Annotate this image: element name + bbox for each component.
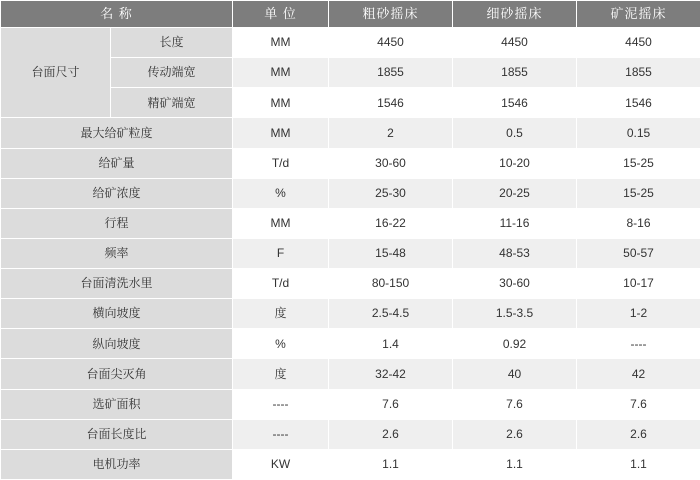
- table-row: [1, 389, 700, 419]
- table-row: [1, 269, 700, 299]
- data-cell: 50-57: [577, 238, 700, 268]
- row-unit: MM: [233, 58, 329, 88]
- data-cell: 20-25: [453, 178, 577, 208]
- data-cell: 42: [577, 359, 700, 389]
- data-cell: 1546: [329, 88, 453, 118]
- data-cell: 4450: [577, 28, 700, 58]
- header-cell-0: 名 称: [1, 1, 233, 28]
- table-header-row: [1, 1, 700, 28]
- table-row: [1, 238, 700, 268]
- data-cell: 15-48: [329, 238, 453, 268]
- table-row: [1, 449, 700, 479]
- header-cell-2: 粗砂摇床: [329, 1, 453, 28]
- row-label: 纵向坡度: [1, 329, 233, 359]
- data-cell: 48-53: [453, 238, 577, 268]
- row-label: 传动端宽: [111, 58, 233, 88]
- data-cell: 1855: [577, 58, 700, 88]
- row-unit: ----: [233, 419, 329, 449]
- table-row: [1, 419, 700, 449]
- row-unit: %: [233, 178, 329, 208]
- row-unit: T/d: [233, 148, 329, 178]
- row-unit: KW: [233, 449, 329, 479]
- data-cell: 0.5: [453, 118, 577, 148]
- data-cell: 15-25: [577, 148, 700, 178]
- data-cell: 1546: [453, 88, 577, 118]
- row-label: 电机功率: [1, 449, 233, 479]
- data-cell: 1855: [329, 58, 453, 88]
- data-cell: 1.4: [329, 329, 453, 359]
- row-unit: MM: [233, 118, 329, 148]
- data-cell: 80-150: [329, 269, 453, 299]
- data-cell: 30-60: [453, 269, 577, 299]
- data-cell: 7.6: [329, 389, 453, 419]
- table-row: [1, 118, 700, 148]
- row-group-label: 台面尺寸: [1, 28, 111, 118]
- row-unit: %: [233, 329, 329, 359]
- data-cell: 1.5-3.5: [453, 299, 577, 329]
- data-cell: 15-25: [577, 178, 700, 208]
- data-cell: 40: [453, 359, 577, 389]
- row-label: 给矿量: [1, 148, 233, 178]
- row-label: 台面尖灭角: [1, 359, 233, 389]
- row-label: 精矿端宽: [111, 88, 233, 118]
- row-label: 最大给矿粒度: [1, 118, 233, 148]
- header-cell-4: 矿泥摇床: [577, 1, 700, 28]
- row-unit: MM: [233, 208, 329, 238]
- data-cell: 7.6: [577, 389, 700, 419]
- row-unit: MM: [233, 28, 329, 58]
- row-label: 台面长度比: [1, 419, 233, 449]
- data-cell: 2.6: [329, 419, 453, 449]
- row-label: 台面清洗水里: [1, 269, 233, 299]
- row-label: 选矿面积: [1, 389, 233, 419]
- row-unit: F: [233, 238, 329, 268]
- data-cell: 30-60: [329, 148, 453, 178]
- data-cell: 32-42: [329, 359, 453, 389]
- table-row: [1, 329, 700, 359]
- data-cell: 2.6: [577, 419, 700, 449]
- row-unit: 度: [233, 359, 329, 389]
- data-cell: 16-22: [329, 208, 453, 238]
- row-label: 给矿浓度: [1, 178, 233, 208]
- table-row: [1, 148, 700, 178]
- row-label: 行程: [1, 208, 233, 238]
- data-cell: 2.6: [453, 419, 577, 449]
- data-cell: 0.15: [577, 118, 700, 148]
- data-cell: 25-30: [329, 178, 453, 208]
- row-unit: 度: [233, 299, 329, 329]
- data-cell: 1-2: [577, 299, 700, 329]
- data-cell: 1.1: [453, 449, 577, 479]
- data-cell: 1855: [453, 58, 577, 88]
- data-cell: 0.92: [453, 329, 577, 359]
- data-cell: 1546: [577, 88, 700, 118]
- data-cell: 10-17: [577, 269, 700, 299]
- data-cell: 1.1: [329, 449, 453, 479]
- data-cell: 4450: [453, 28, 577, 58]
- table-row: [1, 208, 700, 238]
- data-cell: 7.6: [453, 389, 577, 419]
- table-row: [1, 178, 700, 208]
- data-cell: 2.5-4.5: [329, 299, 453, 329]
- data-cell: 10-20: [453, 148, 577, 178]
- row-label: 长度: [111, 28, 233, 58]
- table-row: [1, 359, 700, 389]
- header-cell-1: 单 位: [233, 1, 329, 28]
- row-unit: ----: [233, 389, 329, 419]
- data-cell: 11-16: [453, 208, 577, 238]
- row-unit: MM: [233, 88, 329, 118]
- data-cell: 2: [329, 118, 453, 148]
- data-cell: 8-16: [577, 208, 700, 238]
- data-cell: ----: [577, 329, 700, 359]
- table-row: [1, 28, 700, 58]
- table-row: [1, 299, 700, 329]
- row-label: 横向坡度: [1, 299, 233, 329]
- row-unit: T/d: [233, 269, 329, 299]
- row-label: 频率: [1, 238, 233, 268]
- data-cell: 1.1: [577, 449, 700, 479]
- header-cell-3: 细砂摇床: [453, 1, 577, 28]
- data-cell: 4450: [329, 28, 453, 58]
